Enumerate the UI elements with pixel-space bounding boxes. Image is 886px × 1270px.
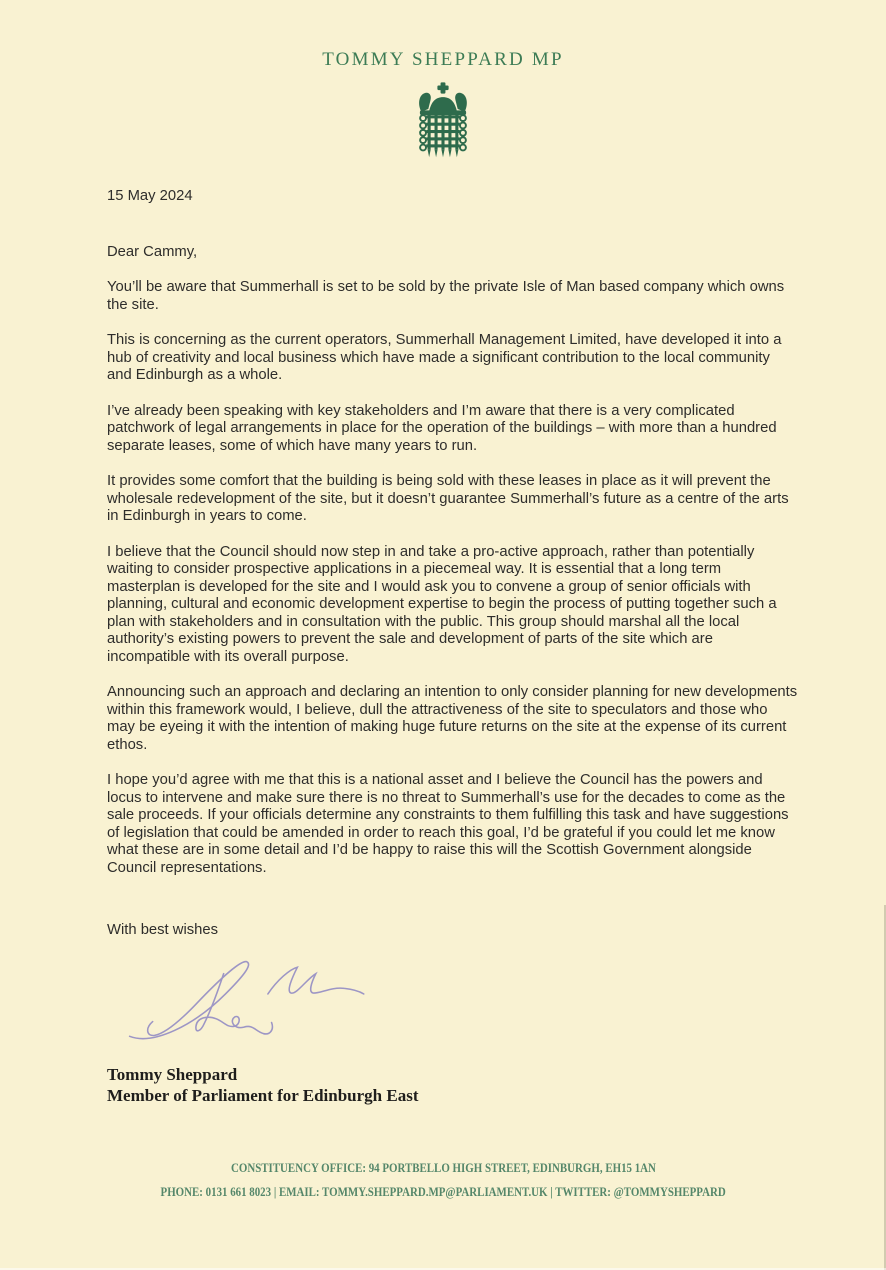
- sender-title: Member of Parliament for Edinburgh East: [107, 1085, 419, 1105]
- sender-name: Tommy Sheppard: [107, 1064, 238, 1084]
- salutation: Dear Cammy,: [107, 243, 198, 260]
- letter-paragraph: You’ll be aware that Summerhall is set to be sold by the private Isle of Man based company which owns the site.: [107, 279, 785, 313]
- letter-paragraph: I believe that the Council should now step in and take a pro-active approach, rather than potentially waiting to consider prospective applications in a piecemeal way. It is essential that a long term masterplan is developed for the site and I would ask you to convene a group of senior officials with planning, cultural and economic development expertise to begin the process of putting together such a plan with stakeholders and in consultation with the public. This group should marshal all the local authority’s existing powers to prevent the sale and development of parts of the site which are incompatible with its overall purpose.: [107, 543, 777, 665]
- letter-paragraph: Announcing such an approach and declaring an intention to only consider planning for new developments within this framework would, I believe, dull the attractiveness of the site to speculators and those who may be eyeing it with the intention of making huge future returns on the site at the expense of its current ethos.: [107, 684, 798, 753]
- sender-block: [107, 1064, 798, 1106]
- letter-paragraph: This is concerning as the current operators, Summerhall Management Limited, have developed it into a hub of creativity and local business which have made a significant contribution to the local community and Edinburgh as a whole.: [107, 332, 782, 383]
- footer-address: CONSTITUENCY OFFICE: 94 PORTBELLO HIGH STREET, EDINBURGH, EH15 1AN: [230, 1161, 656, 1175]
- letterhead-footer: [0, 1156, 886, 1204]
- letter-paragraph: It provides some comfort that the building is being sold with these leases in place as it will prevent the wholesale redevelopment of the site, but it doesn’t guarantee Summerhall’s future as a centre of the arts in Edinburgh in years to come.: [107, 473, 789, 524]
- handwritten-signature-icon: [109, 946, 798, 1052]
- letter-paragraph: I’ve already been speaking with key stakeholders and I’m aware that there is a very complicated patchwork of legal arrangements in place for the operation of the buildings – with more than a hundred separate leases, some of which have many years to run.: [107, 402, 777, 454]
- letter-date: 15 May 2024: [107, 188, 193, 204]
- letter-paragraph: I hope you’d agree with me that this is a national asset and I believe the Council has the powers and locus to intervene and make sure there is no threat to Summerhall’s use for the decades to come as the sale proceeds. If your officials determine any constraints to them fulfilling this task and have suggestions of legislation that could be amended in order to reach this goal, I’d be grateful if you could let me know what these are in some detail and I’d be happy to raise this will the Scottish Government alongside Council representations.: [107, 772, 789, 876]
- closing-line: With best wishes: [107, 922, 219, 938]
- letter-body: [107, 188, 798, 1106]
- footer-contact: PHONE: 0131 661 8023 | EMAIL: TOMMY.SHEPPARD.MP@PARLIAMENT.UK | TWITTER: @TOMMYSHEPPARD: [160, 1185, 726, 1199]
- letterhead-title: TOMMY SHEPPARD MP: [322, 49, 564, 70]
- letterhead: [0, 0, 886, 169]
- parliament-portcullis-icon: [0, 82, 886, 169]
